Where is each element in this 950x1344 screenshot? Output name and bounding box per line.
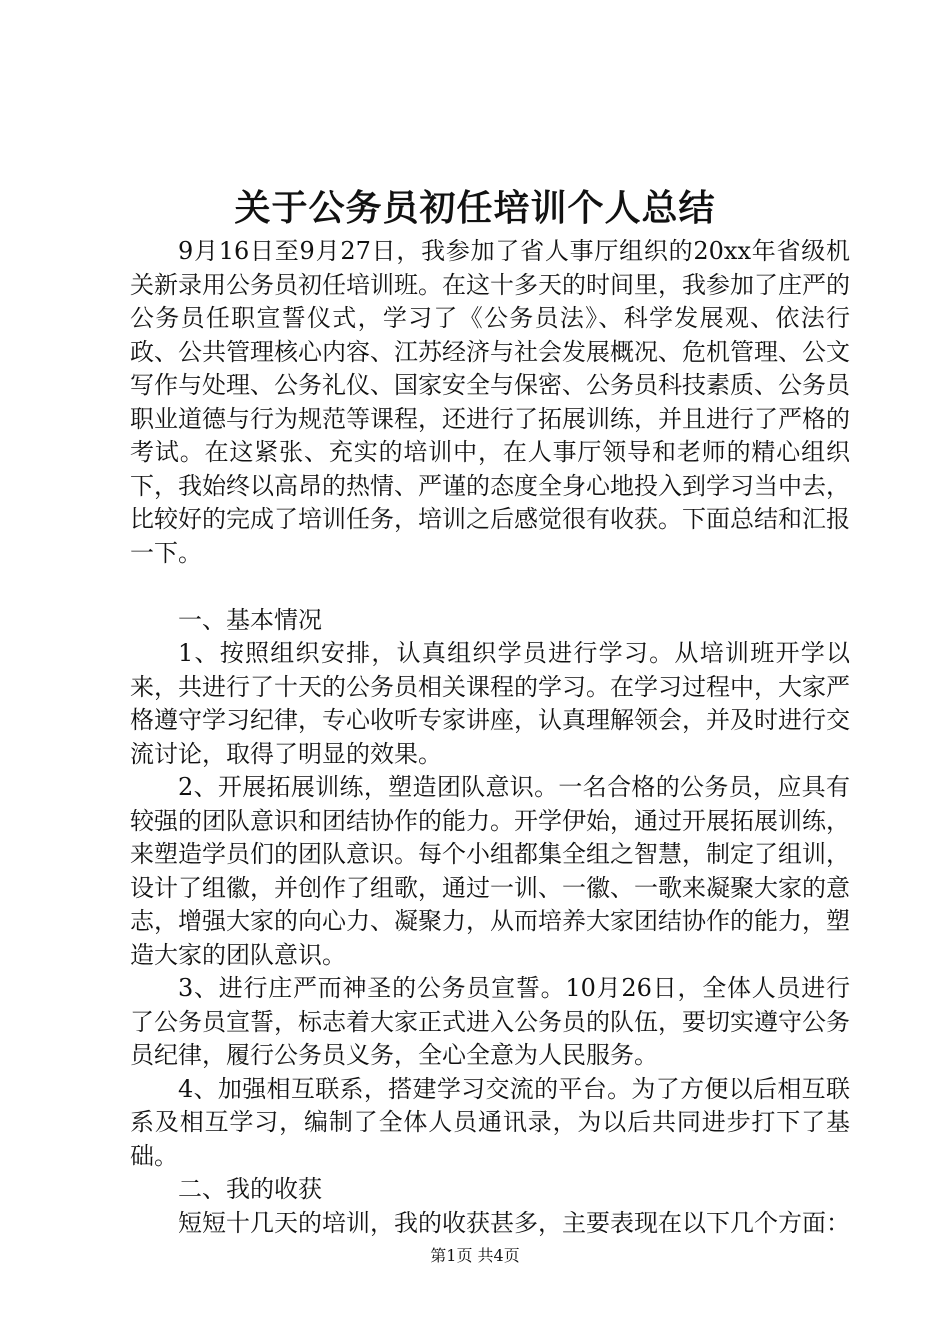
document-title: 关于公务员初任培训个人总结: [234, 187, 716, 229]
item-paragraph-1: 1、按照组织安排，认真组织学员进行学习。从培训班开学以来，共进行了十天的公务员相关课程的学习。在学习过程中，大家严格遵守学习纪律，专心收听专家讲座，认真理解领会，并及时进行交流讨论，取得了明显的效果。: [130, 639, 850, 768]
item-paragraph-2: 2、开展拓展训练，塑造团队意识。一名合格的公务员，应具有较强的团队意识和团结协作的能力。开学伊始，通过开展拓展训练，来塑造学员们的团队意识。每个小组都集全组之智慧，制定了组训，设计了组徽，并创作了组歌，通过一训、一徽、一歌来凝聚大家的意志，增强大家的向心力、凝聚力，从而培养大家团结协作的能力，塑造大家的团队意识。: [130, 773, 850, 969]
gains-intro-paragraph: 短短十几天的培训，我的收获甚多，主要表现在以下几个方面：: [178, 1208, 850, 1237]
item-paragraph-4: 4、加强相互联系，搭建学习交流的平台。为了方便以后相互联系及相互学习，编制了全体人员通讯录，为以后共同进步打下了基础。: [130, 1074, 850, 1170]
section-heading-basic: 一、基本情况: [178, 605, 322, 634]
item-paragraph-3: 3、进行庄严而神圣的公务员宣誓。10月26日，全体人员进行了公务员宣誓，标志着大家正式进入公务员的队伍，要切实遵守公务员纪律，履行公务员义务，全心全意为人民服务。: [130, 974, 850, 1069]
section-heading-gains: 二、我的收获: [178, 1175, 322, 1203]
page-number-footer: 第1页 共4页: [430, 1246, 520, 1265]
intro-paragraph: 9月16日至9月27日，我参加了省人事厅组织的20xx年省级机关新录用公务员初任培训班。在这十多天的时间里，我参加了庄严的公务员任职宣誓仪式，学习了《公务员法》、科学发展观、依法行政、公共管理核心内容、江苏经济与社会发展概况、危机管理、公文写作与处理、公务礼仪、国家安全与保密、公务员科技素质、公务员职业道德与行为规范等课程，还进行了拓展训练，并且进行了严格的考试。在这紧张、充实的培训中，在人事厅领导和老师的精心组织下，我始终以高昂的热情、严谨的态度全身心地投入到学习当中去，比较好的完成了培训任务，培训之后感觉很有收获。下面总结和汇报一下。: [130, 237, 850, 567]
document-body: [130, 235, 850, 1240]
